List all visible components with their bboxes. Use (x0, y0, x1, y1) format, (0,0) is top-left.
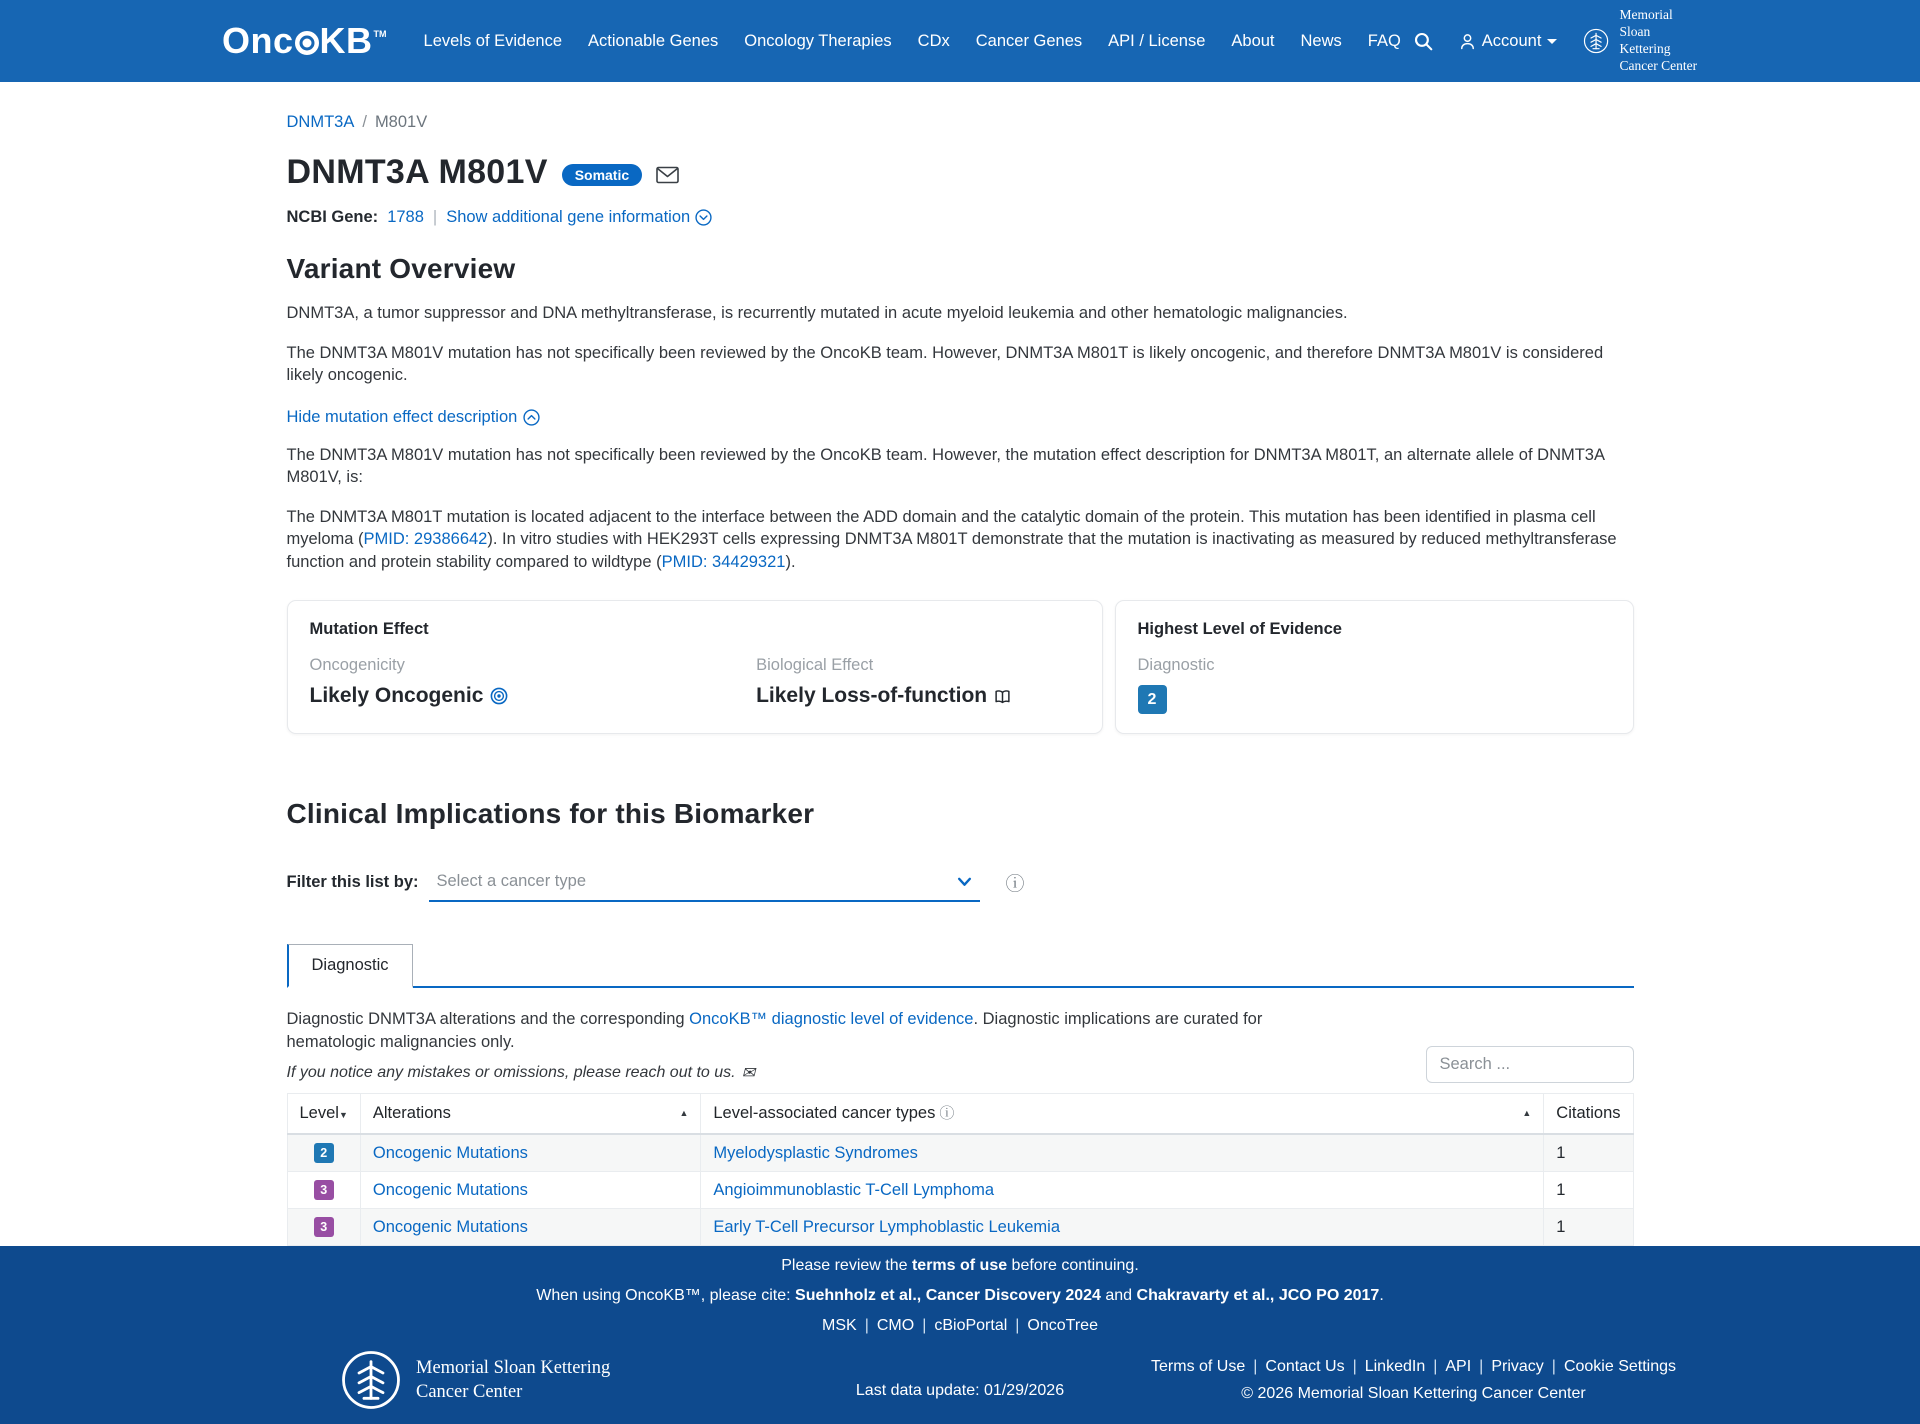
biological-effect-label: Biological Effect (756, 656, 874, 674)
select-chevron-icon (957, 875, 972, 888)
logo-text-onc: Onc (222, 20, 294, 61)
footer-msk-logo[interactable] (340, 1349, 610, 1411)
oncogenicity-value: Likely Oncogenic (310, 684, 757, 708)
footer-links-row: MSK | CMO | cBioPortal | OncoTree (822, 1317, 1098, 1334)
footer-legal-links: Terms of Use | Contact Us | LinkedIn | API | Privacy | Cookie Settings (1151, 1358, 1676, 1375)
ncbi-gene-id-link[interactable]: 1788 (387, 208, 424, 226)
cancer-type-link[interactable]: Angioimmunoblastic T-Cell Lymphoma (713, 1180, 994, 1199)
navbar-right (1414, 7, 1700, 75)
mutation-effect-title: Mutation Effect (309, 620, 429, 638)
chevron-down-circle-icon (695, 209, 712, 226)
msk-tree-icon (340, 1349, 402, 1411)
envelope-icon[interactable]: ✉ (741, 1065, 756, 1082)
bullseye-icon[interactable] (490, 687, 508, 705)
footer-terms-line: Please review the terms of use before continuing. (781, 1257, 1139, 1274)
sort-desc-icon: ▼ (338, 1110, 348, 1120)
chevron-down-icon (1547, 39, 1557, 44)
overview-paragraph-1: DNMT3A, a tumor suppressor and DNA methyltransferase, is recurrently mutated in acute myeloid leukemia and other hematologic malignancies. (286, 304, 1348, 322)
cancer-type-link[interactable]: Early T-Cell Precursor Lymphoblastic Leukemia (713, 1217, 1061, 1236)
nav-item-news[interactable]: News (1300, 31, 1342, 50)
search-icon[interactable] (1414, 32, 1433, 51)
footer (0, 1246, 1920, 1424)
tab-bar (287, 944, 1634, 988)
tab-diagnostic[interactable]: Diagnostic (287, 944, 413, 988)
ncbi-gene-label: NCBI Gene: (286, 208, 379, 226)
tab-content-header (287, 1008, 1634, 1083)
pmid-link-34429321[interactable]: PMID: 34429321 (661, 552, 786, 571)
footer-terms-link[interactable]: Terms of Use (1151, 1358, 1246, 1375)
nav-item-levels-of-evidence[interactable]: Levels of Evidence (423, 31, 563, 50)
nav-item-actionable-genes[interactable]: Actionable Genes (588, 31, 719, 50)
breadcrumb (287, 113, 1634, 132)
msk-logo-text: Memorial Sloan Kettering Cancer Center (1619, 7, 1698, 73)
alteration-link[interactable]: Oncogenic Mutations (372, 1180, 528, 1199)
table-row (287, 1209, 1633, 1246)
feedback-mail-icon[interactable] (656, 166, 679, 184)
somatic-badge: Somatic (562, 164, 642, 186)
footer-contact-link[interactable]: Contact Us (1265, 1358, 1345, 1375)
footer-privacy-link[interactable]: Privacy (1491, 1358, 1544, 1375)
select-placeholder: Select a cancer type (436, 872, 586, 890)
overview-paragraph-2: The DNMT3A M801V mutation has not specifically been reviewed by the OncoKB team. However, DNMT3A M801T is likely oncogenic, and therefore DNMT3A M801V is considered likely oncogenic. (286, 343, 1604, 384)
terms-of-use-link[interactable]: terms of use (911, 1257, 1008, 1274)
overview-paragraph-3: The DNMT3A M801V mutation has not specifically been reviewed by the OncoKB team. However, the mutation effect description for DNMT3A M801T, an alternate allele of DNMT3A M801V, is: (286, 445, 1605, 486)
main-content (0, 82, 1920, 1246)
footer-legal (1151, 1358, 1676, 1403)
clinical-implications-heading: Clinical Implications for this Biomarker (286, 798, 815, 829)
highest-level-title: Highest Level of Evidence (1137, 620, 1342, 638)
nav-item-about[interactable]: About (1231, 31, 1275, 50)
oncogenicity-label: Oncogenicity (309, 656, 405, 674)
citations-count: 1 (1556, 1217, 1566, 1236)
title-row (287, 153, 1634, 192)
account-menu[interactable] (1459, 32, 1558, 51)
alteration-link[interactable]: Oncogenic Mutations (372, 1143, 528, 1162)
sort-asc-icon: ▲ (1522, 1108, 1532, 1118)
alteration-link[interactable]: Oncogenic Mutations (372, 1217, 528, 1236)
msk-tree-icon (1583, 18, 1609, 64)
show-gene-info-link[interactable]: Show additional gene information (446, 208, 712, 227)
footer-link-cmo[interactable]: CMO (876, 1317, 915, 1334)
table-search-input[interactable] (1426, 1046, 1634, 1083)
cancer-types-info-icon[interactable]: ⓘ (939, 1105, 955, 1122)
level-badge: 3 (314, 1180, 334, 1200)
table-header-row (287, 1094, 1633, 1135)
nav-menu (411, 22, 1414, 61)
sort-asc-icon: ▲ (679, 1108, 689, 1118)
cancer-type-select[interactable] (429, 868, 980, 902)
citations-count: 1 (1556, 1143, 1566, 1162)
logo-text-kb: KB (319, 20, 373, 61)
breadcrumb-variant: M801V (374, 113, 428, 131)
nav-item-oncology-therapies[interactable]: Oncology Therapies (744, 31, 892, 50)
filter-row (287, 868, 1634, 902)
chevron-up-circle-icon (523, 409, 540, 426)
feedback-note: If you notice any mistakes or omissions, please reach out to us. ✉ (286, 1064, 756, 1082)
header-level[interactable]: Level▼ (287, 1094, 360, 1135)
level-badge: 3 (314, 1217, 334, 1237)
hide-mutation-effect-link[interactable]: Hide mutation effect description (287, 408, 541, 427)
breadcrumb-gene-link[interactable]: DNMT3A (286, 113, 355, 131)
copyright: © 2026 Memorial Sloan Kettering Cancer Center (1241, 1385, 1586, 1402)
summary-cards (287, 600, 1634, 734)
mutation-effect-card (287, 600, 1103, 734)
nav-item-faq[interactable]: FAQ (1367, 31, 1401, 50)
nav-item-api-license[interactable]: API / License (1108, 31, 1206, 50)
filter-info-icon[interactable]: ⓘ (1005, 874, 1025, 895)
book-icon[interactable] (994, 688, 1011, 705)
diagnostic-level-badge: 2 (1138, 685, 1167, 714)
overview-paragraph-4: The DNMT3A M801T mutation is located adjacent to the interface between the ADD domain and the catalytic domain of the protein. This mutation has been identified in plasma cell myeloma (PMID: 29386642). In vitro studies with HEK293T cells expressing DNMT3A M801T demonstrate that the mutation is inactivating as measured by reduced methyltransferase function and protein stability compared to wildtype (PMID: 34429321). (286, 507, 1617, 571)
gene-info-divider: | (432, 208, 438, 226)
diagnostic-loe-link[interactable]: OncoKB™ diagnostic level of evidence (689, 1010, 974, 1028)
footer-msk-text: Memorial Sloan Kettering Cancer Center (416, 1357, 611, 1402)
account-label: Account (1481, 31, 1542, 50)
level-badge: 2 (314, 1143, 334, 1163)
citations-count: 1 (1556, 1180, 1566, 1199)
highest-level-card (1115, 600, 1634, 734)
footer-link-oncotree[interactable]: OncoTree (1027, 1317, 1098, 1334)
footer-link-msk[interactable]: MSK (822, 1317, 857, 1334)
table-row (287, 1134, 1633, 1172)
footer-linkedin-link[interactable]: LinkedIn (1364, 1358, 1426, 1375)
footer-api-link[interactable]: API (1445, 1358, 1472, 1375)
nav-item-cancer-genes[interactable]: Cancer Genes (975, 31, 1083, 50)
variant-overview-heading: Variant Overview (286, 253, 516, 284)
gene-info-row (287, 208, 1634, 227)
footer-bottom (0, 1344, 1920, 1424)
nav-item-cdx[interactable]: CDx (917, 31, 950, 50)
logo-bullseye-icon (295, 31, 319, 55)
cancer-type-link[interactable]: Myelodysplastic Syndromes (713, 1143, 918, 1162)
header-citations[interactable]: Citations (1544, 1094, 1633, 1135)
footer-citation-line: When using OncoKB™, please cite: Suehnholz et al., Cancer Discovery 2024 and Chakravarty et al., JCO PO 2017. (536, 1287, 1384, 1304)
header-cancer-types[interactable]: ▲ Level-associated cancer types ⓘ (701, 1094, 1544, 1135)
pmid-link-29386642[interactable]: PMID: 29386642 (363, 530, 488, 548)
footer-link-cbioportal[interactable]: cBioPortal (934, 1317, 1008, 1334)
diagnostic-label: Diagnostic (1137, 656, 1215, 674)
top-navbar (0, 0, 1920, 82)
msk-logo-link[interactable] (1583, 7, 1700, 75)
logo-trademark: TM (373, 29, 387, 39)
biological-effect-value: Likely Loss-of-function (756, 684, 1011, 708)
table-row (287, 1172, 1633, 1209)
header-alterations[interactable]: ▲ Alterations (360, 1094, 701, 1135)
diagnostic-implications-table (287, 1093, 1634, 1246)
last-data-update: Last data update: 01/29/2026 (855, 1382, 1065, 1399)
user-icon (1459, 33, 1476, 50)
breadcrumb-separator: / (362, 113, 367, 131)
page-title: DNMT3A M801V (286, 153, 548, 191)
oncokb-logo[interactable] (222, 20, 387, 62)
footer-cookie-settings-link[interactable]: Cookie Settings (1563, 1358, 1676, 1375)
diagnostic-description: Diagnostic DNMT3A alterations and the corresponding OncoKB™ diagnostic level of evidence. Diagnostic implications are curated for hematologic malignancies only. (286, 1010, 1263, 1051)
filter-label: Filter this list by: (286, 873, 419, 891)
